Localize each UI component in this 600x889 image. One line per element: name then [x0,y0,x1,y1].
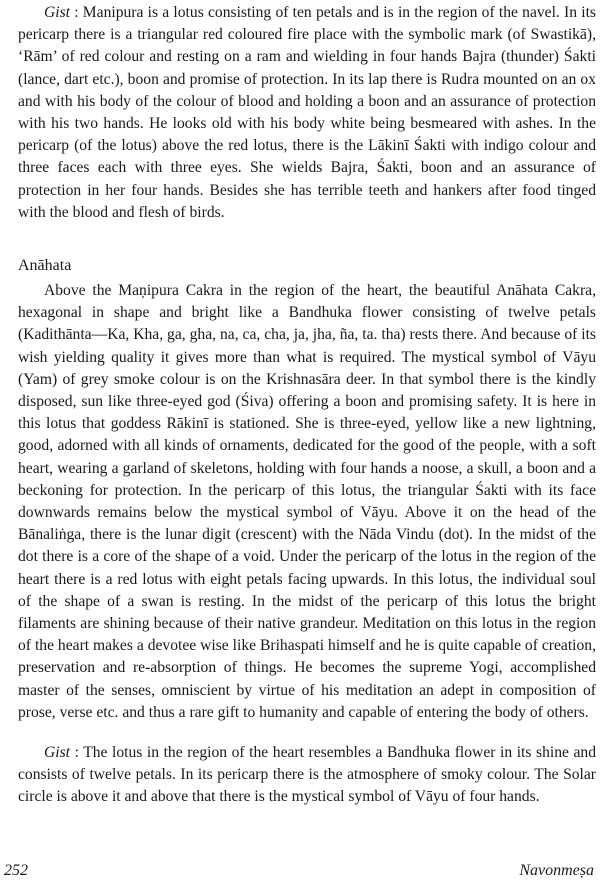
journal-title: Navonmeṣa [519,862,594,879]
gist-label: Gist [44,4,70,21]
gist-paragraph-anahata [18,742,596,809]
anahata-paragraph: Above the Maṇipura Cakra in the region of the heart, the beautiful Anāhata Cakra, hexagonal in shape and bright like a Bandhuka flower consisting of twelve petals (Kadithānta—Ka, Kha, ga, gha, na, ca, cha, ja, jha, ña, ta. tha) rests there. And because of its wish yielding quality it gives more than what is required. The mystical symbol of Vāyu (Yam) of grey smoke colour is on the Krishnasāra deer. In that symbol there is the kindly disposed, sun like three-eyed god (Śiva) offering a boon and promising safety. It is here in this lotus that goddess Rākinī is stationed. She is three-eyed, yellow like a new lightning, good, adorned with all kinds of ornaments, dedicated for the good of the people, with a soft heart, wearing a garland of skeletons, holding with four hands a noose, a skull, a boon and a beckoning for protection. In the pericarp of this lotus, the triangular Śakti with its face downwards remains below the mystical symbol of Vāyu. Above it on the head of the Bānaliṅga, there is the lunar digit (crescent) with the Nāda Vindu (dot). In the midst of the dot there is a core of the shape of a void. Under the pericarp of the lotus in the region of the heart there is a red lotus with eight petals facing upwards. In this lotus, the individual soul of the shape of a swan is resting. In the midst of the pericarp of this lotus the bright filaments are shining because of their native grandeur. Meditation on this lotus in the region of the heart makes a devotee wise like Brihaspati himself and he is quite capable of creation, preservation and re-absorption of things. He becomes the supreme Yogi, accomplished master of the senses, omniscient by virtue of his meditation an adept in composition of prose, verse etc. and thus a rare gift to humanity and capable of entering the body of others. [18,282,596,721]
gist-text: : The lotus in the region of the heart resembles a Bandhuka flower in its shine and consists of twelve petals. In its pericarp there is the atmosphere of smoky colour. The Solar circle is above it and above that there is the mystical symbol of Vāyu of four hands. [18,744,596,806]
page-number: 252 [4,862,28,879]
gist-label: Gist [44,744,70,761]
gist-paragraph-manipura [18,2,596,224]
gist-text: : Manipura is a lotus consisting of ten petals and is in the region of the navel. In its pericarp there is a triangular red coloured fire place with the symbolic mark (of Swastikā), ‘Rām’ of red colour and resting on a ram and wielding in four hands Bajra (thunder) Śakti (lance, dart etc.), boon and promise of protection. In its lap there is Rudra mounted on an ox and with his body of the colour of blood and holding a boon and an assurance of protection with his two hands. He looks old with his body white being besmeared with ashes. In the pericarp (of the lotus) above the red lotus, there is the Lākinī Śakti with indigo colour and three faces each with three eyes. She wields Bajra, Śakti, boon and an assurance of protection in her four hands. Besides she has terrible teeth and hankers after food tinged with the blood and flesh of birds. [18,4,596,221]
section-heading-anahata: Anāhata [18,257,72,274]
